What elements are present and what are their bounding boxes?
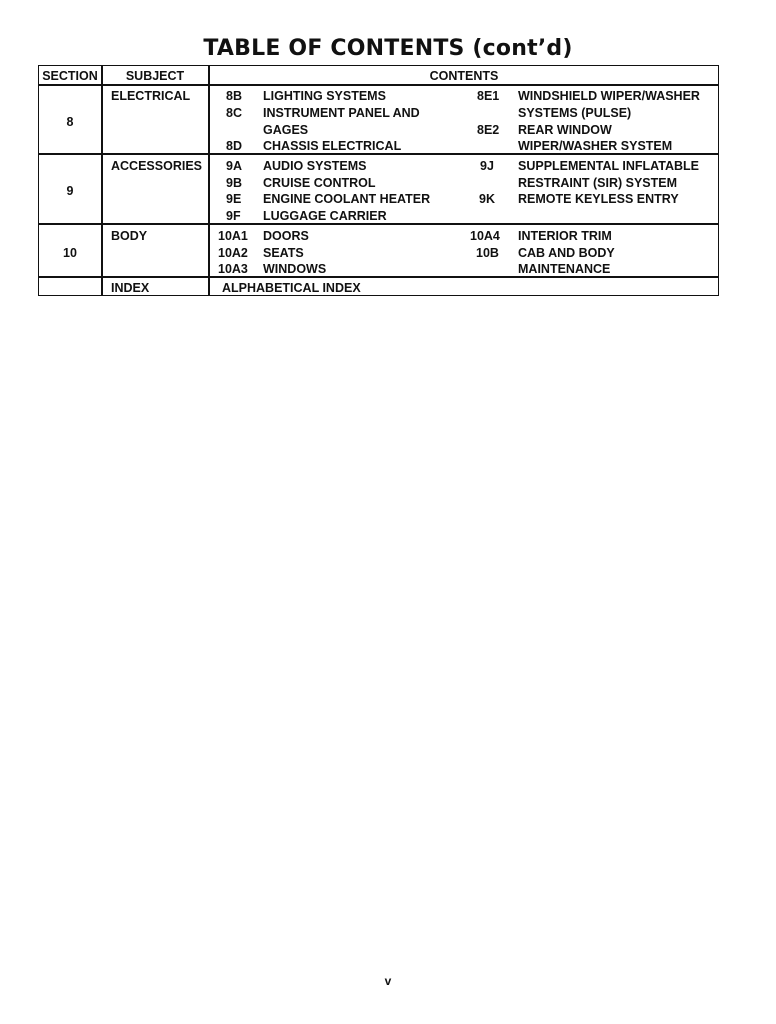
subject-label: ACCESSORIES bbox=[111, 159, 202, 173]
content-code: 8D bbox=[226, 139, 242, 153]
content-code: 8B bbox=[226, 89, 242, 103]
content-title: LUGGAGE CARRIER bbox=[263, 209, 387, 223]
content-title: CAB AND BODY bbox=[518, 246, 615, 260]
content-title: INSTRUMENT PANEL AND bbox=[263, 106, 420, 120]
content-title: ALPHABETICAL INDEX bbox=[222, 281, 361, 295]
content-title: ENGINE COOLANT HEATER bbox=[263, 192, 431, 206]
contents-table bbox=[38, 65, 719, 296]
content-code: 8E1 bbox=[477, 89, 500, 103]
content-title: WINDSHIELD WIPER/WASHER bbox=[518, 89, 700, 103]
content-code: 10A4 bbox=[470, 229, 500, 243]
content-title: SYSTEMS (PULSE) bbox=[518, 106, 632, 120]
page-title: TABLE OF CONTENTS (cont’d) bbox=[203, 36, 573, 61]
content-code: 9E bbox=[226, 192, 242, 206]
content-title: WIPER/WASHER SYSTEM bbox=[518, 139, 673, 153]
content-title: CHASSIS ELECTRICAL bbox=[263, 139, 402, 153]
page-number: v bbox=[384, 974, 392, 988]
row-rule bbox=[39, 223, 718, 225]
header-subject: SUBJECT bbox=[125, 69, 185, 83]
content-title: REAR WINDOW bbox=[518, 123, 612, 137]
header-contents: CONTENTS bbox=[429, 69, 499, 83]
column-rule bbox=[208, 66, 210, 295]
content-code: 10A2 bbox=[218, 246, 248, 260]
section-number: 8 bbox=[66, 115, 74, 129]
content-code: 10B bbox=[476, 246, 499, 260]
content-code: 9B bbox=[226, 176, 242, 190]
content-title: CRUISE CONTROL bbox=[263, 176, 376, 190]
content-code: 8E2 bbox=[477, 123, 500, 137]
section-number: 10 bbox=[63, 246, 77, 260]
content-title: SUPPLEMENTAL INFLATABLE bbox=[518, 159, 700, 173]
content-title: INTERIOR TRIM bbox=[518, 229, 612, 243]
content-title: MAINTENANCE bbox=[518, 262, 611, 276]
content-title: WINDOWS bbox=[263, 262, 327, 276]
header-rule bbox=[39, 84, 718, 86]
content-code: 9F bbox=[226, 209, 241, 223]
subject-label: BODY bbox=[111, 229, 148, 243]
content-code: 10A3 bbox=[218, 262, 248, 276]
header-section: SECTION bbox=[42, 69, 98, 83]
content-code: 9K bbox=[479, 192, 495, 206]
row-rule bbox=[39, 153, 718, 155]
content-title: RESTRAINT (SIR) SYSTEM bbox=[518, 176, 678, 190]
section-number: 9 bbox=[66, 184, 74, 198]
content-title: AUDIO SYSTEMS bbox=[263, 159, 367, 173]
content-title: REMOTE KEYLESS ENTRY bbox=[518, 192, 679, 206]
subject-label: ELECTRICAL bbox=[111, 89, 191, 103]
content-code: 9A bbox=[226, 159, 242, 173]
content-title: GAGES bbox=[263, 123, 309, 137]
column-rule bbox=[101, 66, 103, 295]
content-title: SEATS bbox=[263, 246, 304, 260]
content-code: 8C bbox=[226, 106, 242, 120]
subject-label: INDEX bbox=[111, 281, 150, 295]
content-code: 10A1 bbox=[218, 229, 248, 243]
content-title: DOORS bbox=[263, 229, 309, 243]
content-code: 9J bbox=[480, 159, 494, 173]
row-rule bbox=[39, 276, 718, 278]
content-title: LIGHTING SYSTEMS bbox=[263, 89, 386, 103]
